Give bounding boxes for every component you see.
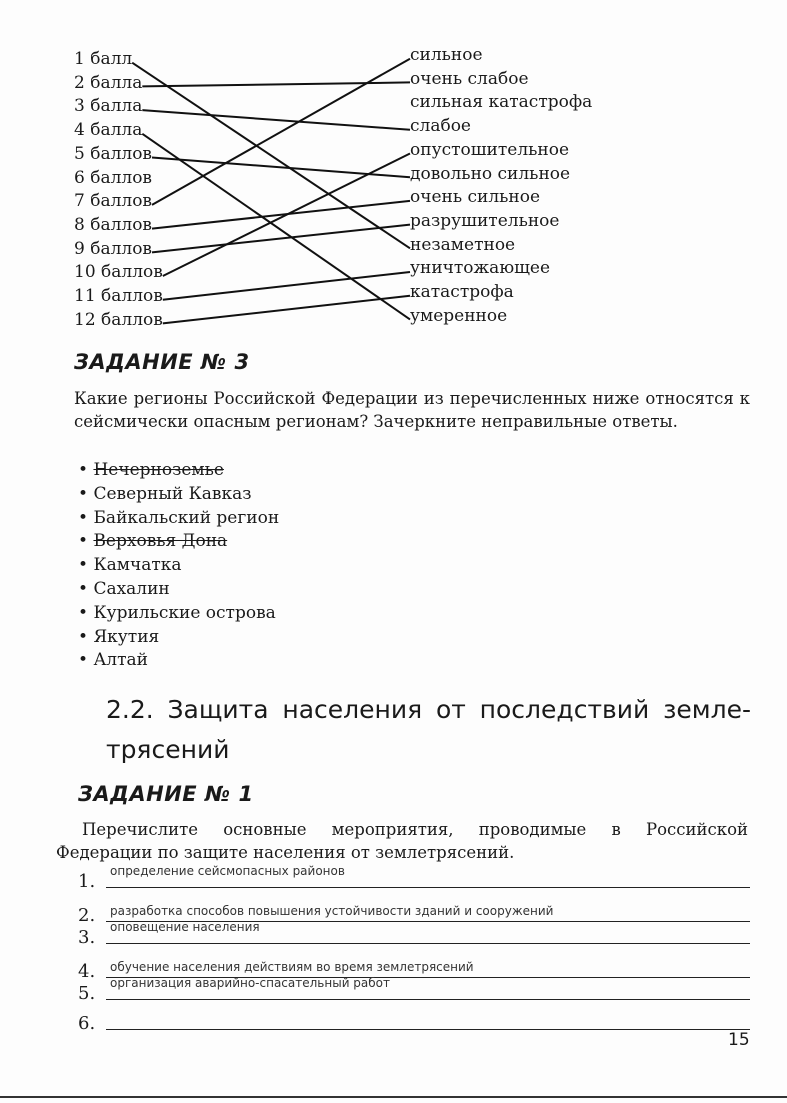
description-item: разрушительное <box>410 210 560 231</box>
connection-line <box>152 201 410 229</box>
intensity-item: 1 балл <box>74 49 133 69</box>
region-item <box>78 578 279 602</box>
region-label: Верховья Дона <box>93 531 228 552</box>
intensity-item: 7 баллов <box>74 191 152 212</box>
intensity-item: 3 балла <box>74 96 143 117</box>
intensity-item: 12 баллов <box>74 309 163 330</box>
description-item: довольно сильное <box>410 163 571 184</box>
connection-line <box>163 272 410 300</box>
answer-number: 6. <box>78 1013 96 1034</box>
answer-text[interactable]: определение сейсмопасных районов <box>110 864 345 878</box>
task1-question: Перечислите основные мероприятия, проводимые в Российской Федерации по защите населения от землетрясений. <box>56 820 748 862</box>
intensity-item: 2 балла <box>74 72 143 93</box>
underline <box>106 943 750 944</box>
connection-line <box>142 82 410 86</box>
region-label: Курильские острова <box>93 602 276 623</box>
answer-line[interactable] <box>78 1004 750 1034</box>
description-column <box>410 44 592 328</box>
region-item <box>78 507 279 531</box>
description-item: незаметное <box>410 234 516 255</box>
region-label: Северный Кавказ <box>93 483 252 504</box>
task3-question: Какие регионы Российской Федерации из перечисленных ниже относятся к сейсмически опасным регионам? Зачеркните неправильные ответы. <box>74 389 750 431</box>
answer-number: 4. <box>78 961 96 982</box>
answer-number: 3. <box>78 927 96 948</box>
region-item <box>78 602 279 626</box>
page-number: 15 <box>728 1030 750 1050</box>
description-item: сильная катастрофа <box>410 92 593 113</box>
bottom-rule <box>0 1096 787 1098</box>
intensity-item: 8 баллов <box>74 214 152 235</box>
answer-number: 5. <box>78 983 96 1004</box>
connection-line <box>163 154 410 277</box>
region-label: Нечерноземье <box>93 460 224 480</box>
answer-number: 1. <box>78 871 96 892</box>
intensity-item: 9 баллов <box>74 238 152 259</box>
answer-text[interactable]: организация аварийно-спасательный работ <box>110 976 391 990</box>
connection-line <box>142 110 410 130</box>
region-item <box>78 554 279 578</box>
region-label: Байкальский регион <box>93 507 280 528</box>
connection-line <box>142 134 410 320</box>
answer-text[interactable]: обучение населения действиям во время землетрясений <box>110 960 474 974</box>
answer-line[interactable] <box>78 862 750 892</box>
intensity-item: 4 балла <box>74 120 143 141</box>
connection-line <box>163 296 410 324</box>
intensity-item: 11 баллов <box>74 286 163 307</box>
intensity-item: 6 баллов <box>74 167 152 188</box>
description-item: слабое <box>410 116 471 137</box>
task3-title: ЗАДАНИЕ № 3 <box>74 350 250 374</box>
underline <box>106 887 750 888</box>
intensity-item: 10 баллов <box>74 262 163 283</box>
region-label: Алтай <box>93 650 148 671</box>
task1-title: ЗАДАНИЕ № 1 <box>78 782 254 806</box>
answer-text[interactable]: оповещение населения <box>110 920 260 934</box>
description-item: опустошительное <box>410 139 570 160</box>
region-item <box>78 459 279 483</box>
region-item <box>78 530 279 554</box>
description-item: уничтожающее <box>410 258 551 279</box>
region-item <box>78 649 279 673</box>
description-item: сильное <box>410 45 483 65</box>
answer-line[interactable] <box>78 918 750 948</box>
region-label: Сахалин <box>93 578 170 599</box>
answer-text[interactable]: разработка способов повышения устойчивости зданий и сооружений <box>110 904 554 918</box>
description-item: очень сильное <box>410 187 541 208</box>
underline <box>106 999 750 1000</box>
region-label: Камчатка <box>93 555 182 576</box>
region-label: Якутия <box>93 626 160 647</box>
underline <box>106 1029 750 1030</box>
answer-number: 2. <box>78 905 96 926</box>
regions-list <box>78 459 279 673</box>
region-item <box>78 483 279 507</box>
connection-line <box>152 59 410 205</box>
intensity-column <box>74 48 163 332</box>
section-title: 2.2. Защита населения от последствий землетрясений <box>106 695 751 764</box>
answer-line[interactable] <box>78 974 750 1004</box>
description-item: очень слабое <box>410 68 529 89</box>
region-item <box>78 626 279 650</box>
description-item: катастрофа <box>410 282 514 303</box>
description-item: умеренное <box>410 305 508 326</box>
intensity-item: 5 баллов <box>74 143 152 164</box>
